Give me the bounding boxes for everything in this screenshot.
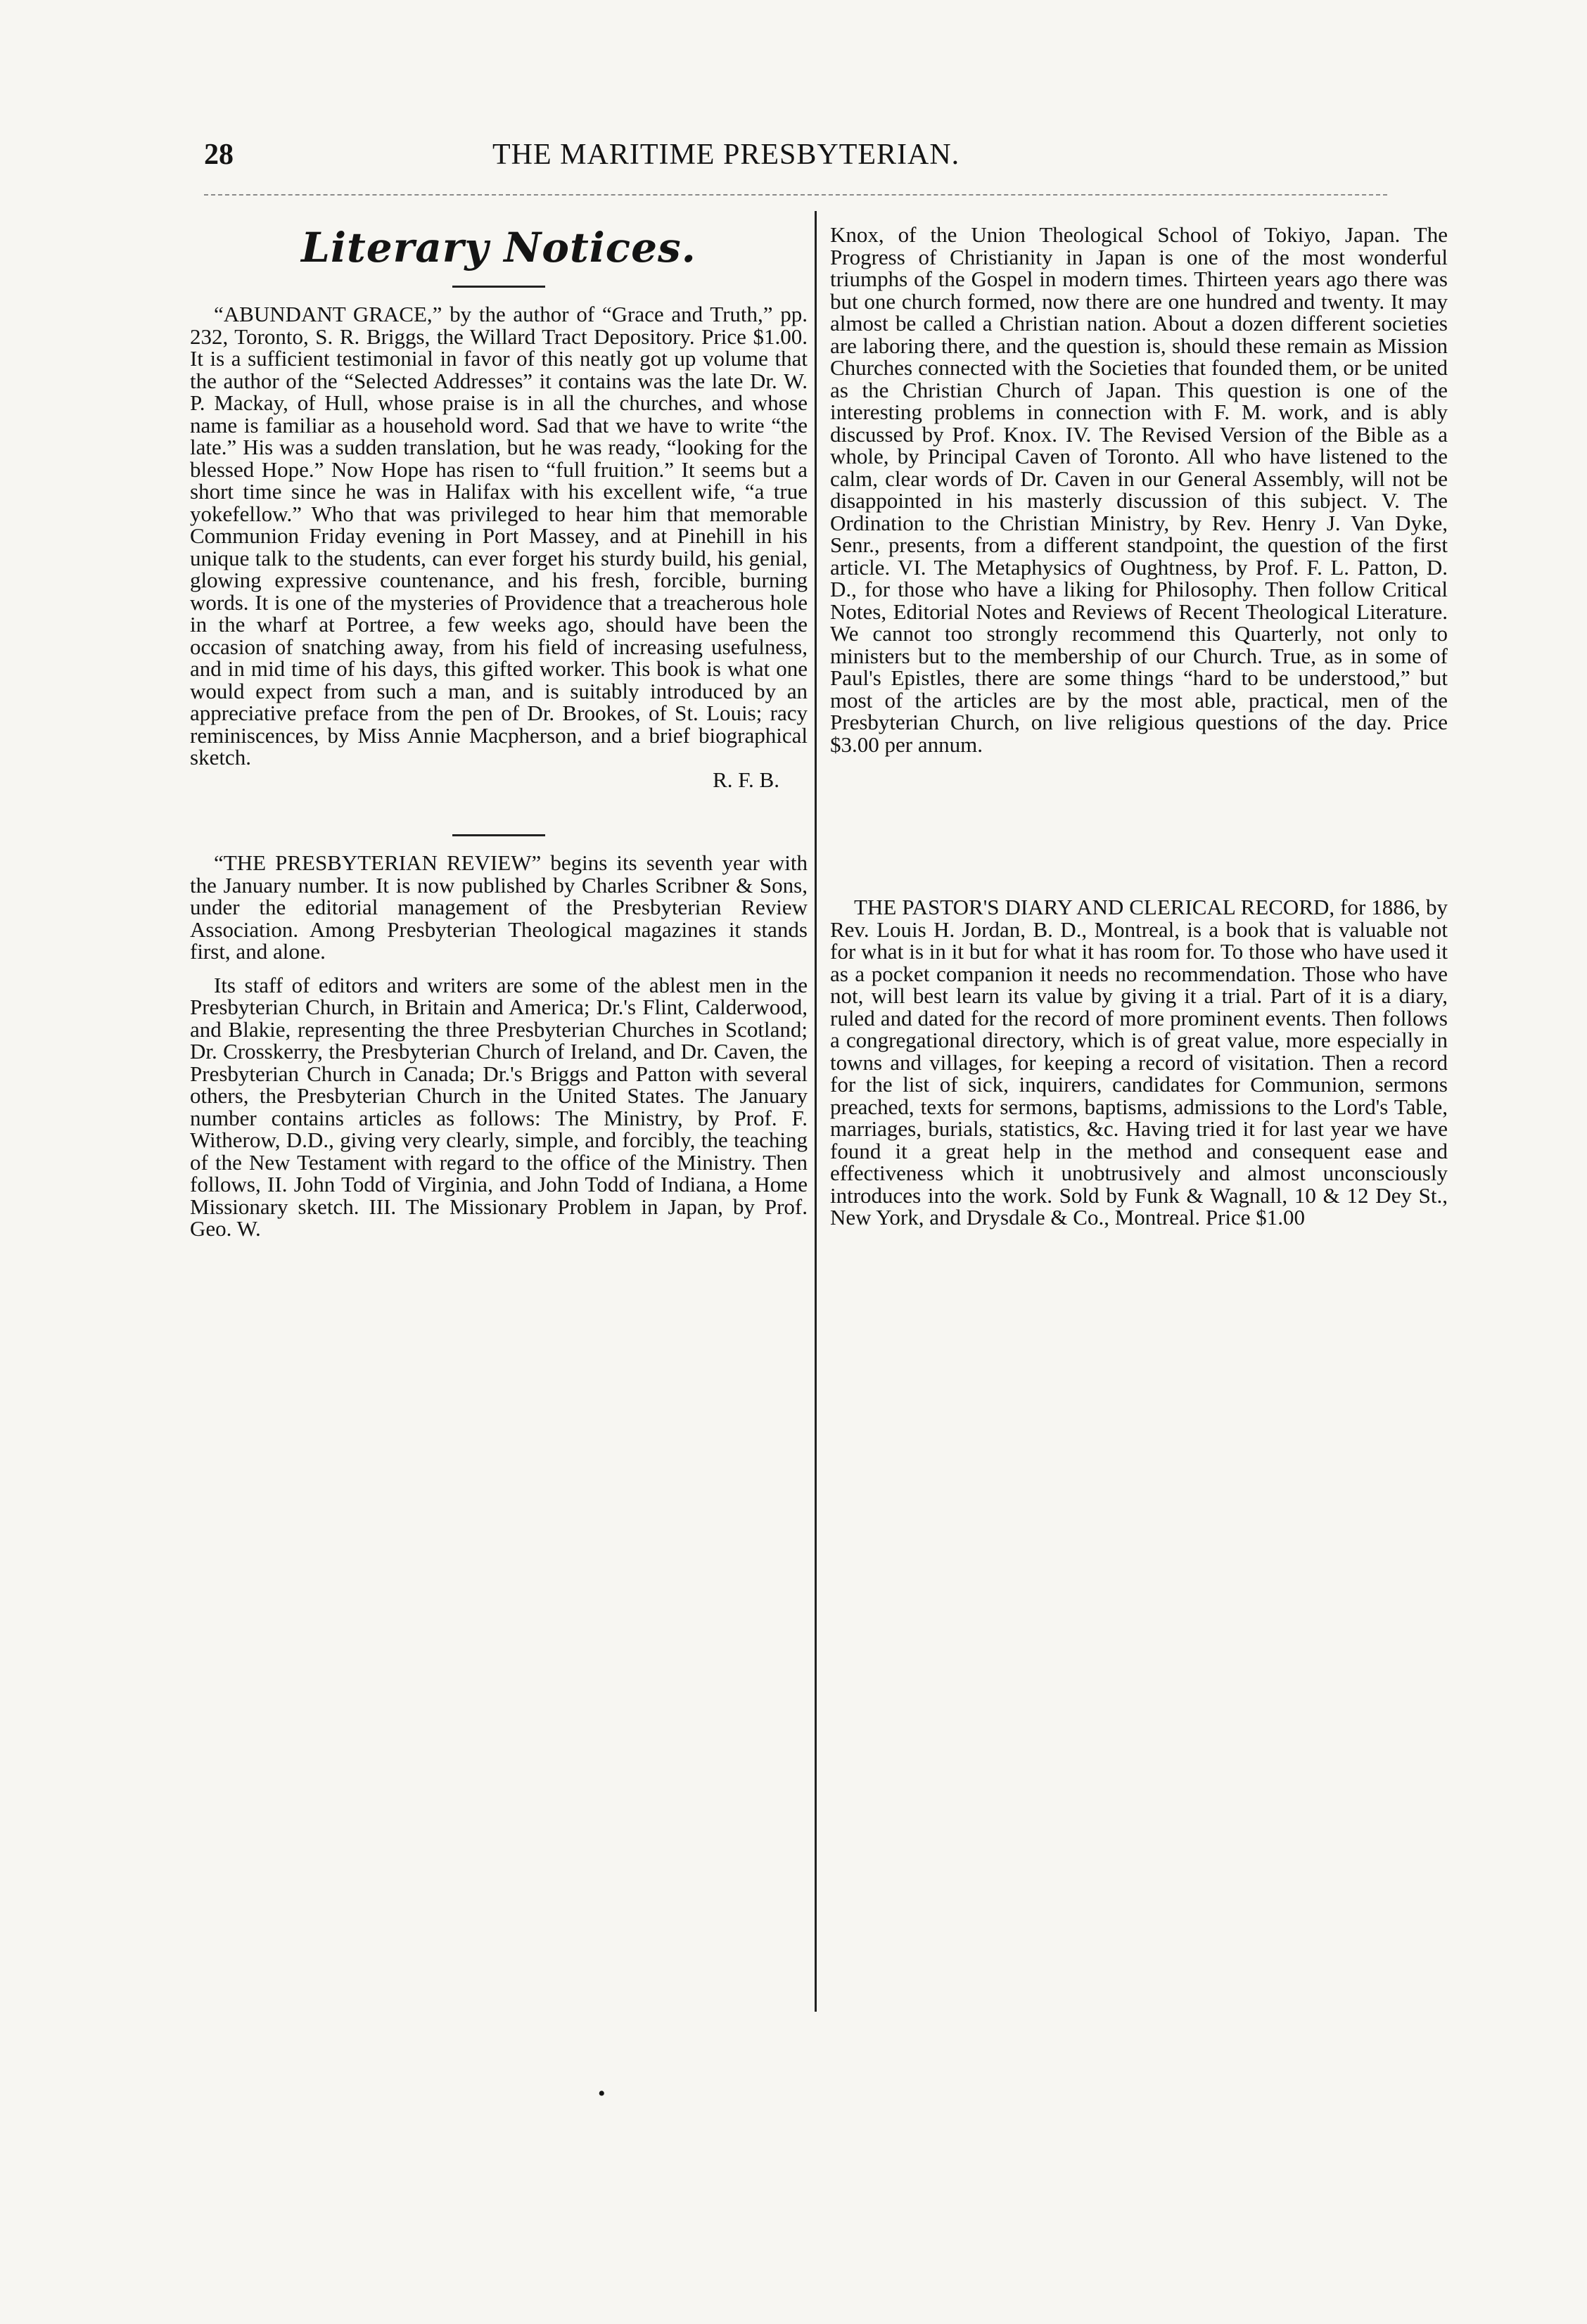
notice-presbyterian-review-intro: “THE PRESBYTERIAN REVIEW” begins its seventh year with the January number. It is now published by Charles Scribner & Sons, under the editorial management of the Presbyterian Review Association. Among Presbyterian Theological magazines it stands first, and alone. [190, 850, 808, 964]
review-continuation: Knox, of the Union Theological School of Tokiyo, Japan. The Progress of Christianity in Japan is one of the most wonderful triumphs of the Gospel in modern times. Thirteen years ago there was but one church formed, now there are one hundred and twenty. It may almost be called a Christian nation. About a dozen different societies are laboring there, and the question is, should these remain as Mission Churches connected with the Societies that founded them, or be united as the Christian Church of Japan. This question is one of the interesting problems in connection with F. M. work, and is ably discussed by Prof. Knox. IV. The Revised Version of the Bible as a whole, by Principal Caven of Toronto. All who have listened to the calm, clear words of Dr. Caven in our General Assembly, will not be disappointed in his masterly discussion of this subject. V. The Ordination to the Christian Ministry, by Rev. Henry J. Van Dyke, Senr., presents, from a different standpoint, the question of the first article. VI. The Metaphysics of Oughtness, by Prof. F. L. Patton, D. D., for those who have a liking for Philosophy. Then follow Critical Notes, Editorial Notes and Reviews of Recent Theological Literature. We cannot too strongly recommend this Quarterly, not only to ministers but to the membership of our Church. True, as in some of Paul's Epistles, there are some things “hard to be understood,” but most of the articles are by the most able, practical, men of the Presbyterian Church, on live religious questions of the day. Price $3.00 per annum. [830, 222, 1448, 757]
running-title: THE MARITIME PRESBYTERIAN. [492, 139, 960, 171]
page-mark: • [598, 2082, 606, 2105]
notice-abundant-grace: “ABUNDANT GRACE,” by the author of “Grace and Truth,” pp. 232, Toronto, S. R. Briggs, the Willard Tract Depository. Price $1.00. It is a sufficient testimonial in favor of this neatly got up volume that the author of the “Selected Addresses” it contains was the late Dr. W. P. Mackay, of Hull, whose praise is in all the churches, and whose name is familiar as a household word. Sad that we have to write “the late.” His was a sudden translation, but he was ready, “looking for the blessed Hope.” Now Hope has risen to “full fruition.” It seems but a short time since he was in Halifax with his excellent wife, “a true yokefellow.” Who that was privileged to hear him that memorable Communion Friday evening in Port Massey, and at Pinehill in his unique talk to the students, can ever forget his sturdy build, his genial, glowing expressive countenance, and his fresh, forcible, burning words. It is one of the mysteries of Providence that a treacherous hole in the wharf at Portree, a few weeks ago, should have been the occasion of snatching away, from his field of increasing usefulness, and in mid time of his days, this gifted worker. This book is what one would expect from such a man, and is suitably introduced by an appreciative preface from the pen of Dr. Brookes, of St. Louis; racy reminiscences, by Miss Annie Macpherson, and a brief biographical sketch. [190, 302, 808, 770]
notice-signature: R. F. B. [713, 767, 779, 792]
notice-pastors-diary: THE PASTOR'S DIARY AND CLERICAL RECORD, for 1886, by Rev. Louis H. Jordan, B. D., Montreal, is a book that is valuable not for what is in it but for what it has room for. To those who have used it as a pocket companion it needs no recommendation. Those who have not, will best learn its value by giving it a trial. Part of it is a diary, ruled and dated for the record of more prominent events. Then follows a congregational directory, which is of great value, more especially in towns and villages, for keeping a record of visitation. Then a record for the list of sick, inquirers, candidates for Communion, sermons preached, texts for sermons, baptisms, admissions to the Lord's Table, marriages, burials, statistics, &c. Having tried it for last year we have found it a great help in the method and consequent ease and effectiveness which it unobtrusively and almost unconsciously introduces into the work. Sold by Funk & Wagnall, 10 & 12 Dey St., New York, and Drysdale & Co., Montreal. Price $1.00 [830, 895, 1448, 1230]
left-column [190, 224, 808, 1240]
column-divider [815, 211, 817, 2012]
notice-separator-rule [452, 834, 545, 836]
section-heading: Literary Notices. [301, 224, 696, 272]
notice-presbyterian-review-staff: Its staff of editors and writers are some of the ablest men in the Presbyterian Church, in Britain and America; Dr.'s Flint, Calderwood, and Blakie, representing the three Presbyterian Churches in Scotland; Dr. Crosskerry, the Presbyterian Church of Ireland, and Dr. Caven, the Presbyterian Church in Canada; Dr.'s Briggs and Patton with several others, the Presbyterian Church in the United States. The January number contains articles as follows: The Ministry, by Prof. F. Witherow, D.D., giving very clearly, simple, and forcibly, the teaching of the New Testament with regard to the office of the Ministry. Then follows, II. John Todd of Virginia, and John Todd of Indiana, a Home Missionary sketch. III. The Missionary Problem in Japan, by Prof. Geo. W. [190, 972, 808, 1241]
header-rule [204, 194, 1387, 196]
page-number: 28 [204, 139, 234, 171]
page-header [0, 138, 1587, 187]
heading-rule [452, 286, 545, 288]
right-column [830, 224, 1448, 1229]
